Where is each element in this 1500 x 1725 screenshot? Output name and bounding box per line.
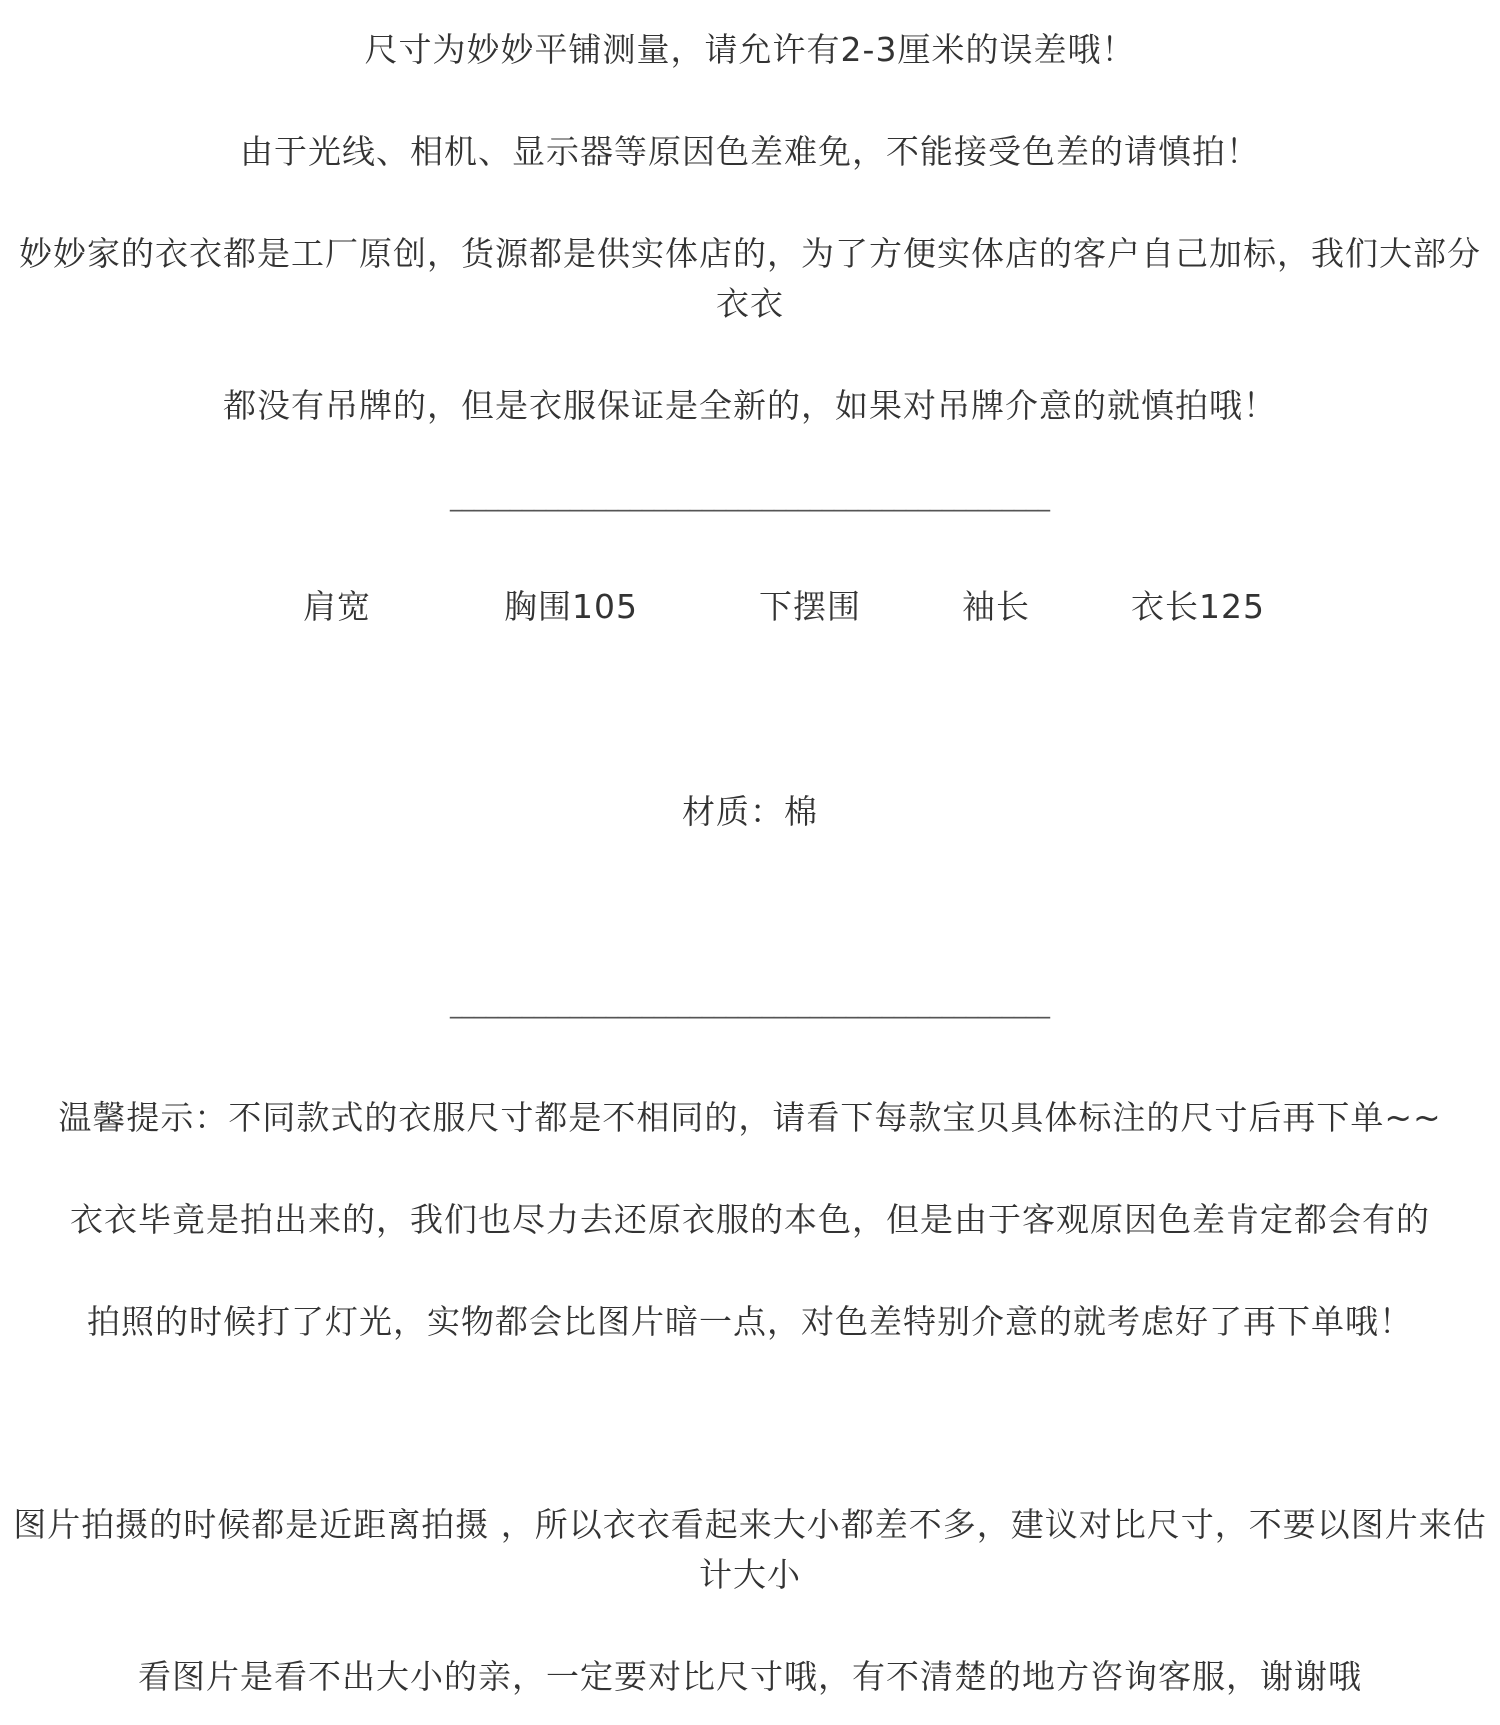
- tip-lighting: 拍照的时候打了灯光，实物都会比图片暗一点，对色差特别介意的就考虑好了再下单哦！: [87, 1302, 1413, 1341]
- tip-contact: 看图片是看不出大小的亲，一定要对比尺寸哦，有不清楚的地方咨询客服，谢谢哦: [138, 1657, 1362, 1696]
- material: 材质：棉: [682, 792, 818, 831]
- color-difference-note: 由于光线、相机、显示器等原因色差难免，不能接受色差的请慎拍！: [240, 132, 1260, 171]
- size-hem: 下摆围: [759, 587, 861, 626]
- separator-top: __________________________________________________: [450, 484, 1050, 512]
- no-tag-note: 都没有吊牌的，但是衣服保证是全新的，如果对吊牌介意的就慎拍哦！: [223, 386, 1277, 425]
- tip-close-up: 图片拍摄的时候都是近距离拍摄 ，所以衣衣看起来大小都差不多，建议对比尺寸，不要以图片来估计大小: [13, 1505, 1487, 1594]
- separator-bottom: __________________________________________________: [450, 991, 1050, 1019]
- size-sleeve: 袖长: [962, 587, 1030, 626]
- factory-original-note: 妙妙家的衣衣都是工厂原创，货源都是供实体店的，为了方便实体店的客户自己加标，我们大部分衣衣: [19, 234, 1481, 323]
- size-chest: 胸围105: [504, 587, 638, 626]
- size-length: 衣长125: [1131, 587, 1265, 626]
- size-row: [0, 582, 1500, 632]
- size-shoulder: 肩宽: [303, 587, 371, 626]
- measurement-note: 尺寸为妙妙平铺测量，请允许有2-3厘米的误差哦！: [364, 30, 1136, 69]
- tip-style-sizes: 温馨提示：不同款式的衣服尺寸都是不相同的，请看下每款宝贝具体标注的尺寸后再下单~~: [58, 1098, 1442, 1137]
- tip-photo-color: 衣衣毕竟是拍出来的，我们也尽力去还原衣服的本色，但是由于客观原因色差肯定都会有的: [70, 1200, 1430, 1239]
